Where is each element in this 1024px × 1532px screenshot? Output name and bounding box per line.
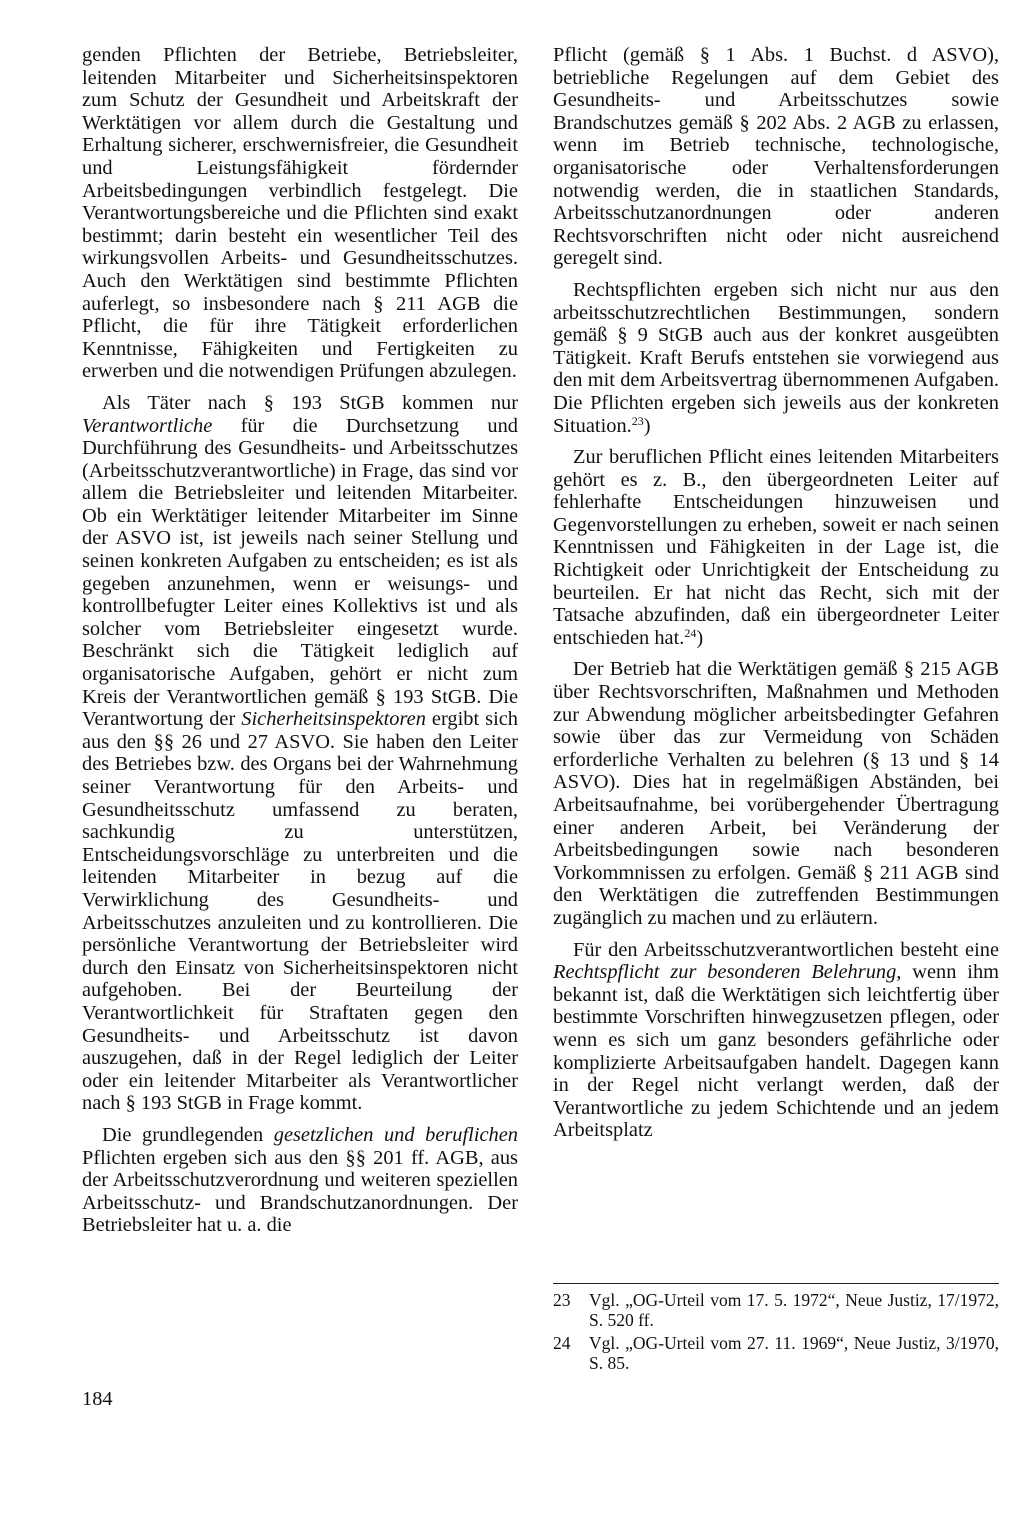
page-number: 184 [82, 1388, 113, 1410]
footnote-reference: 23 [631, 413, 644, 428]
paragraph-text: für die Durchsetzung und Durchführung des Gesundheits- und Arbeitsschutzes (Arbeitsschutzverantwortliche) in Frage, das sind vor allem die Betriebsleiter und leitenden Mitarbeiter. Ob ein Werktätiger leitender Mitarbeiter im Sinne der ASVO ist, ist jeweils nach seiner Stellung und seinen konkreten Aufgaben zu entscheiden; es ist als gegeben anzunehmen, wenn er weisungs- und kontrollbefugter Leiter eines Kollektivs ist und als solcher vom Betriebsleiter eingesetzt wurde. Beschränkt sich die Tätigkeit lediglich auf organisatorische Aufgaben, gehört er nicht zum Kreis der Verantwortlichen gemäß § 193 StGB. Die Verantwortung der [82, 414, 518, 731]
right-paragraph-2 [553, 279, 999, 437]
footnote-text: Vgl. „OG-Urteil vom 27. 11. 1969“, Neue Justiz, 3/1970, S. 85. [589, 1332, 999, 1374]
right-column [553, 44, 999, 1142]
paragraph-text: Als Täter nach § 193 StGB kommen nur [102, 391, 518, 414]
right-paragraph-5 [553, 939, 999, 1142]
right-paragraph-3 [553, 446, 999, 649]
footnote [553, 1333, 999, 1374]
left-column [82, 44, 518, 1237]
paragraph-text: Pflichten ergeben sich aus den §§ 201 ff. AGB, aus der Arbeitsschutzverordnung und weiteren speziellen Arbeitsschutz- und Brandschutzanordnungen. Der Betriebsleiter hat u. a. die [82, 1146, 518, 1237]
footnote [553, 1290, 999, 1331]
footnote-number: 23 [553, 1290, 571, 1310]
paragraph-text: Rechtspflichten ergeben sich nicht nur aus den arbeitsschutzrechtlichen Bestimmungen, sondern gemäß § 9 StGB auch aus der konkret ausgeübten Tätigkeit. Kraft Berufs entstehen sie vorwiegend aus den mit dem Arbeitsvertrag übernommenen Aufgaben. Die Pflichten ergeben sich jeweils aus der konkreten Situation. [553, 278, 999, 437]
paragraph-text: genden Pflichten der Betriebe, Betriebsleiter, leitenden Mitarbeiter und Sicherheitsinspektoren zum Schutz der Gesundheit und Arbeitskraft der Werktätigen vor allem durch die Gestaltung und Erhaltung sicherer, erschwernisfreier, die Gesundheit und Leistungsfähigkeit fördernder Arbeitsbedingungen verbindlich festgelegt. Die Verantwortungsbereiche und die Pflichten sind exakt bestimmt; darin besteht ein wesentlicher Teil des wirkungsvollen Arbeits- und Gesundheitsschutzes. Auch den Werktätigen sind bestimmte Pflichten auferlegt, so insbesondere nach § 211 AGB die Pflicht, die für ihre Tätigkeit erforderlichen Kenntnisse, Fähigkeiten und Fertigkeiten zu erwerben und die notwendigen Prüfungen abzulegen. [82, 44, 518, 383]
paragraph-text: wenn ihm bekannt ist, daß die Werktätigen sich leichtfertig über bestimmte Vorschriften hinwegzusetzen pflegen, oder wenn es sich um ganz besonders gefährliche oder komplizierte Arbeitsaufgaben handelt. Dagegen kann in der Regel nicht verlangt werden, daß der Verantwortliche zu jedem Schichtende und an jedem Arbeitsplatz [553, 961, 999, 1142]
footnote-text: Vgl. „OG-Urteil vom 17. 5. 1972“, Neue Justiz, 17/1972, S. 520 ff. [589, 1290, 999, 1331]
left-paragraph-1 [82, 44, 518, 383]
emphasis-text: gesetzlichen und beruflichen [273, 1123, 518, 1146]
paragraph-text: ) [696, 626, 704, 649]
left-paragraph-3 [82, 1124, 518, 1237]
footnote-reference: 24 [684, 625, 697, 640]
paragraph-text: ergibt sich aus den §§ 26 und 27 ASVO. Sie haben den Leiter des Betriebes bzw. des Organs bei der Wahrnehmung seiner Verantwortung für den Arbeits- und Gesundheitsschutz umfassend zu beraten, sachkundig zu unterstützen, Entscheidungsvorschläge zu unterbreiten und die leitenden Mitarbeiter in bezug auf die Verwirklichung des Gesundheits- und Arbeitsschutzes anzuleiten und zu kontrollieren. Die persönliche Verantwortung der Betriebsleiter wird durch den Einsatz von Sicherheitsinspektoren nicht aufgehoben. Bei der Beurteilung der Verantwortlichkeit für Straftaten gegen den Gesundheits- und Arbeitsschutz ist davon auszugehen, daß in der Regel lediglich der Leiter oder ein leitender Mitarbeiter als Verantwortlicher nach § 193 StGB in Frage kommt. [82, 708, 518, 1115]
footnotes [553, 1283, 999, 1376]
paragraph-text: Zur beruflichen Pflicht eines leitenden Mitarbeiters gehört es z. B., den übergeordneten Leiter auf fehlerhafte Entscheidungen hinzuweisen und Gegenvorstellungen zu erheben, soweit er nach seinen Kenntnissen und Fähigkeiten in der Lage ist, die Richtigkeit oder Unrichtigkeit der Entscheidung zu beurteilen. Er hat nicht das Recht, sich mit der Tatsache abzufinden, daß ein übergeordneter Leiter entschieden hat. [553, 446, 999, 649]
left-paragraph-2 [82, 392, 518, 1115]
paragraph-text: Der Betrieb hat die Werktätigen gemäß § 215 AGB über Rechtsvorschriften, Maßnahmen und Methoden zur Abwendung möglicher arbeitsbedingter Gefahren sowie über das zur Vermeidung von Schäden erforderliche Verhalten zu belehren (§ 13 und § 14 ASVO). Dies hat in regelmäßigen Abständen, bei Arbeitsaufnahme, bei vorübergehender Übertragung einer anderen Arbeit, bei Veränderung der Arbeitsbedingungen sowie nach besonderen Vorkommnissen zu erfolgen. Gemäß § 211 AGB sind den Werktätigen die zutreffenden Bestimmungen zugänglich zu machen und zu erläutern. [553, 658, 999, 929]
paragraph-text: ) [643, 414, 651, 437]
emphasis-text: Sicherheitsinspektoren [241, 708, 426, 731]
right-paragraph-4 [553, 658, 999, 929]
footnote-number: 24 [553, 1332, 571, 1353]
paragraph-text: Pflicht (gemäß § 1 Abs. 1 Buchst. d ASVO), betriebliche Regelungen auf dem Gebiet des Gesundheits- und Arbeitsschutzes sowie Brandschutzes gemäß § 202 Abs. 2 AGB zu erlassen, wenn im Betrieb technische, technologische, organisatorische oder Verhaltensforderungen notwendig werden, die in staatlichen Standards, Arbeitsschutzanordnungen oder anderen Rechtsvorschriften nicht oder nicht ausreichend geregelt sind. [553, 44, 999, 270]
paragraph-text: Für den Arbeitsschutzverantwortlichen besteht eine [573, 938, 999, 961]
emphasis-text: Verantwortliche [82, 414, 213, 437]
right-paragraph-1 [553, 44, 999, 270]
paragraph-text: Die grundlegenden [102, 1123, 274, 1146]
emphasis-text: Rechtspflicht zur besonderen Belehrung, [553, 961, 902, 984]
